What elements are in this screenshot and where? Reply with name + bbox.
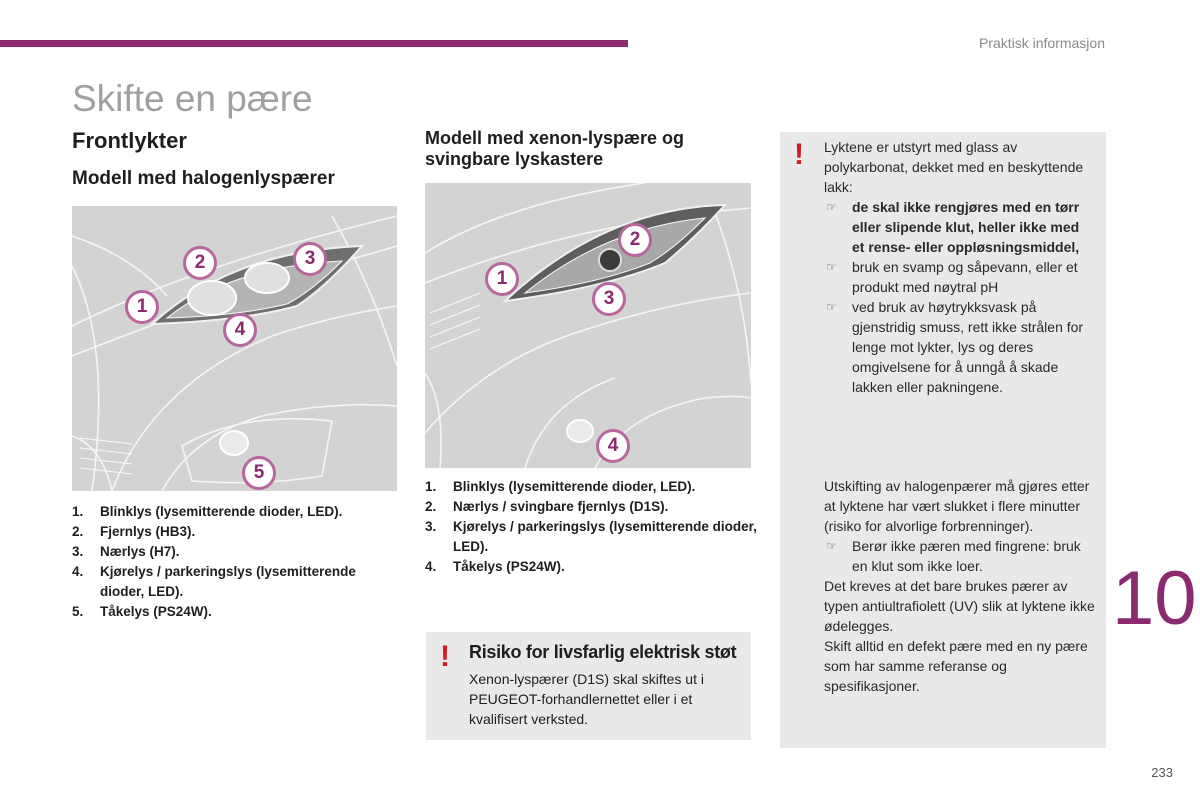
list-item [72,602,372,622]
paragraph-uv: Det kreves at det bare brukes pærer av typen antiultrafiolett (UV) slik at lyktene ikke ødelegges. [824,578,1095,634]
xenon-bulb-list [425,477,760,577]
pointing-hand-icon: ☞ [826,200,837,214]
list-item [72,562,372,602]
xenon-headlamp-figure [425,183,751,468]
chapter-number: 10 [1112,556,1197,641]
list-item-number: 3. [425,519,437,534]
page-number: 233 [1151,765,1173,780]
list-item-number: 2. [72,524,84,539]
pointing-hand-icon: ☞ [826,539,837,553]
exclamation-icon: ! [440,640,450,673]
halogen-replacement-note [824,476,1096,696]
list-item [425,557,760,577]
halogen-heading: Modell med halogenlyspærer [72,168,335,189]
list-item-number: 4. [425,559,437,574]
callout-number-badge: 3 [293,242,327,276]
list-item [425,477,760,497]
cleaning-bullets [824,197,1094,397]
care-info-panel [780,132,1106,748]
list-item [425,497,760,517]
callout-number-badge: 2 [183,246,217,280]
paragraph-replace: Skift alltid en defekt pære med en ny pære som har samme referanse og spesifikasjoner. [824,638,1088,694]
callout-number-badge: 5 [242,456,276,490]
subtitle-frontlykter: Frontlykter [72,128,187,153]
callout-number-badge: 4 [596,429,630,463]
list-item [72,542,372,562]
list-item-text: Kjørelys / parkeringslys (lysemitterende dioder, LED). [453,519,757,554]
polycarbonate-note [824,137,1094,397]
warning-title: Risiko for livsfarlig elektrisk støt [469,642,737,662]
header-accent-bar [0,40,628,47]
list-item-text: Tåkelys (PS24W). [453,559,565,574]
callout-number-badge: 1 [485,262,519,296]
list-item-number: 1. [425,479,437,494]
list-item [824,197,1094,257]
list-item [824,297,1094,397]
list-item [72,522,372,542]
list-item [425,517,760,557]
list-item-text: Nærlys / svingbare fjernlys (D1S). [453,499,669,514]
bullet-text: de skal ikke rengjøres med en tørr eller slipende klut, heller ikke med et rense- eller oppløsningsmiddel, [852,199,1080,255]
list-item-text: Fjernlys (HB3). [100,524,196,539]
warning-body: Xenon-lyspærer (D1S) skal skiftes ut i PEUGEOT-forhandlernettet eller i et kvalifisert verksted. [469,671,704,727]
handling-bullets [824,536,1096,576]
list-item-text: Kjørelys / parkeringslys (lysemitterende dioder, LED). [100,564,356,599]
halogen-bulb-list [72,502,372,622]
callout-number-badge: 2 [618,223,652,257]
list-item [824,536,1096,576]
bullet-text: bruk en svamp og såpevann, eller et produkt med nøytral pH [852,259,1078,295]
halogen-headlamp-figure [72,206,397,491]
list-item [72,502,372,522]
callout-number-badge: 4 [223,313,257,347]
list-item-number: 3. [72,544,84,559]
electric-shock-warning-box [426,632,751,740]
list-item-text: Blinklys (lysemitterende dioder, LED). [100,504,343,519]
paragraph-cooling: Utskifting av halogenpærer må gjøres etter at lyktene har vært slukket i flere minutter (risiko for alvorlige forbrenninger). [824,478,1090,534]
list-item-number: 4. [72,564,84,579]
list-item-number: 2. [425,499,437,514]
list-item-text: Blinklys (lysemitterende dioder, LED). [453,479,696,494]
section-title: Praktisk informasjon [978,35,1105,51]
bullet-text: ved bruk av høytrykksvask på gjenstridig smuss, rett ikke strålen for lenge mot lykter, lys og deres omgivelsene for å unngå å skade lakken eller pakningene. [852,299,1084,395]
callout-number-badge: 3 [592,282,626,316]
pointing-hand-icon: ☞ [826,300,837,314]
bullet-text: Berør ikke pæren med fingrene: bruk en klut som ikke loer. [852,538,1081,574]
warning-content [469,642,744,729]
panel-intro: Lyktene er utstyrt med glass av polykarbonat, dekket med en beskyttende lakk: [824,139,1084,195]
pointing-hand-icon: ☞ [826,260,837,274]
page-title: Skifte en pære [72,78,313,119]
exclamation-icon: ! [794,138,804,171]
callout-number-badge: 1 [125,290,159,324]
list-item-number: 5. [72,604,84,619]
xenon-heading: Modell med xenon-lyspære og svingbare lyskastere [425,128,685,169]
list-item-number: 1. [72,504,84,519]
list-item-text: Tåkelys (PS24W). [100,604,212,619]
list-item [824,257,1094,297]
list-item-text: Nærlys (H7). [100,544,180,559]
